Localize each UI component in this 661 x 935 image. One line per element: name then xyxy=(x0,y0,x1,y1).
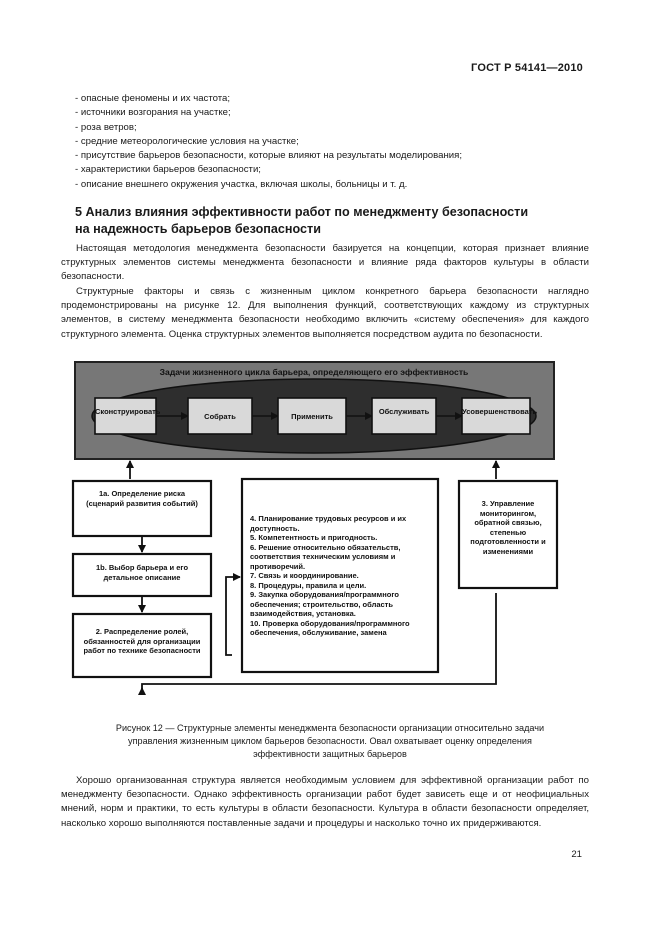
caption-line1: Рисунок 12 — Структурные элементы менеджмента безопасности организации относительно задачи xyxy=(115,723,545,733)
list-item: - описание внешнего окружения участка, включая школы, больницы и т. д. xyxy=(75,178,408,190)
page-number: 21 xyxy=(571,849,582,860)
list-item: 7. Связь и координирование. xyxy=(250,571,359,580)
list-item: 4. Планирование трудовых ресурсов и их доступность. xyxy=(250,514,407,533)
caption-line2: управления жизненным циклом барьеров безопасности. Овал охватывает оценку определения xyxy=(128,735,532,746)
list-item: - присутствие барьеров безопасности, которые влияют на результаты моделирования; xyxy=(75,150,462,162)
list-item: - средние метеорологические условия на участке; xyxy=(75,135,299,147)
box-2-label: 2. Распределение ролей, обязанностей для организации работ по технике безопасности xyxy=(83,627,201,655)
step-label-improve: Усовершенствовать xyxy=(462,407,538,416)
list-item: 8. Процедуры, правила и цели. xyxy=(250,580,367,590)
list-item: 5. Компетентность и пригодность. xyxy=(250,533,378,542)
list-item: - роза ветров; xyxy=(75,121,137,133)
paragraph-2-text: Структурные факторы и связь с жизненным циклом конкретного барьера безопасности наглядно продемонстрированы на рисунке 12. Для выполнения функций, соответствующих каждому из структурных элементов, в систему менеджмента безопасности необходимо включить «систему обеспечения» для каждого структурного элемента. Оценка структурных элементов выполняется посредством аудита по безопасности. xyxy=(61,286,589,340)
section-title-line2: на надежность барьеров безопасности xyxy=(75,221,321,236)
step-label-assemble: Собрать xyxy=(204,412,236,421)
center-box-list xyxy=(250,514,434,638)
oval-title: Задачи жизненного цикла барьера, определяющего его эффективность xyxy=(159,367,469,377)
figure-caption xyxy=(60,722,600,760)
list-item: 10. Проверка оборудования/программного обеспечения, обслуживание, замена xyxy=(250,618,410,637)
paragraph-3-text: Хорошо организованная структура является необходимым условием для эффективной организации работ по менеджменту безопасности. Однако эффективность организации работ будет зависеть еще и от неофициальных мнений, норм и практики, то есть культуры в области безопасности. Культура в области безопасности определяет, насколько хорошо выполняются поставленные задачи и процедуры и насколько точно их придерживаются. xyxy=(61,775,589,829)
paragraph-3 xyxy=(61,774,589,831)
step-label-construct: Сконструировать xyxy=(95,407,161,416)
list-item: - опасные феномены и их частота; xyxy=(75,93,231,104)
section-title-line1: 5 Анализ влияния эффективности работ по менеджменту безопасности xyxy=(75,205,529,219)
list-item: 6. Решение относительно обязательств, соответствия техническим условиям и противоречий. xyxy=(250,542,401,571)
box-1a-label: 1а. Определение риска (сценарий развития событий) xyxy=(86,489,198,508)
standard-header: ГОСТ Р 54141—2010 xyxy=(471,62,583,74)
step-label-apply: Применить xyxy=(291,412,333,421)
list-item: 9. Закупка оборудования/программного обеспечения; строительство, область взаимодействия, установка. xyxy=(250,590,399,618)
caption-line3: эффективности защитных барьеров xyxy=(253,748,407,759)
paragraph-1-text: Настоящая методология менеджмента безопасности базируется на концепции, которая признает влияние структурных элементов системы менеджмента безопасности и влияние ряда факторов культуры в области безопасности. xyxy=(61,243,589,283)
box-1b-label: 1b. Выбор барьера и его детальное описание xyxy=(95,563,189,582)
list-item: - источники возгорания на участке; xyxy=(75,107,231,119)
step-label-maintain: Обслуживать xyxy=(378,407,430,416)
box-3-label: 3. Управление мониторингом, обратной связью, степенью подготовленности и изменениями xyxy=(470,499,546,556)
list-item: - характеристики барьеров безопасности; xyxy=(75,164,261,176)
